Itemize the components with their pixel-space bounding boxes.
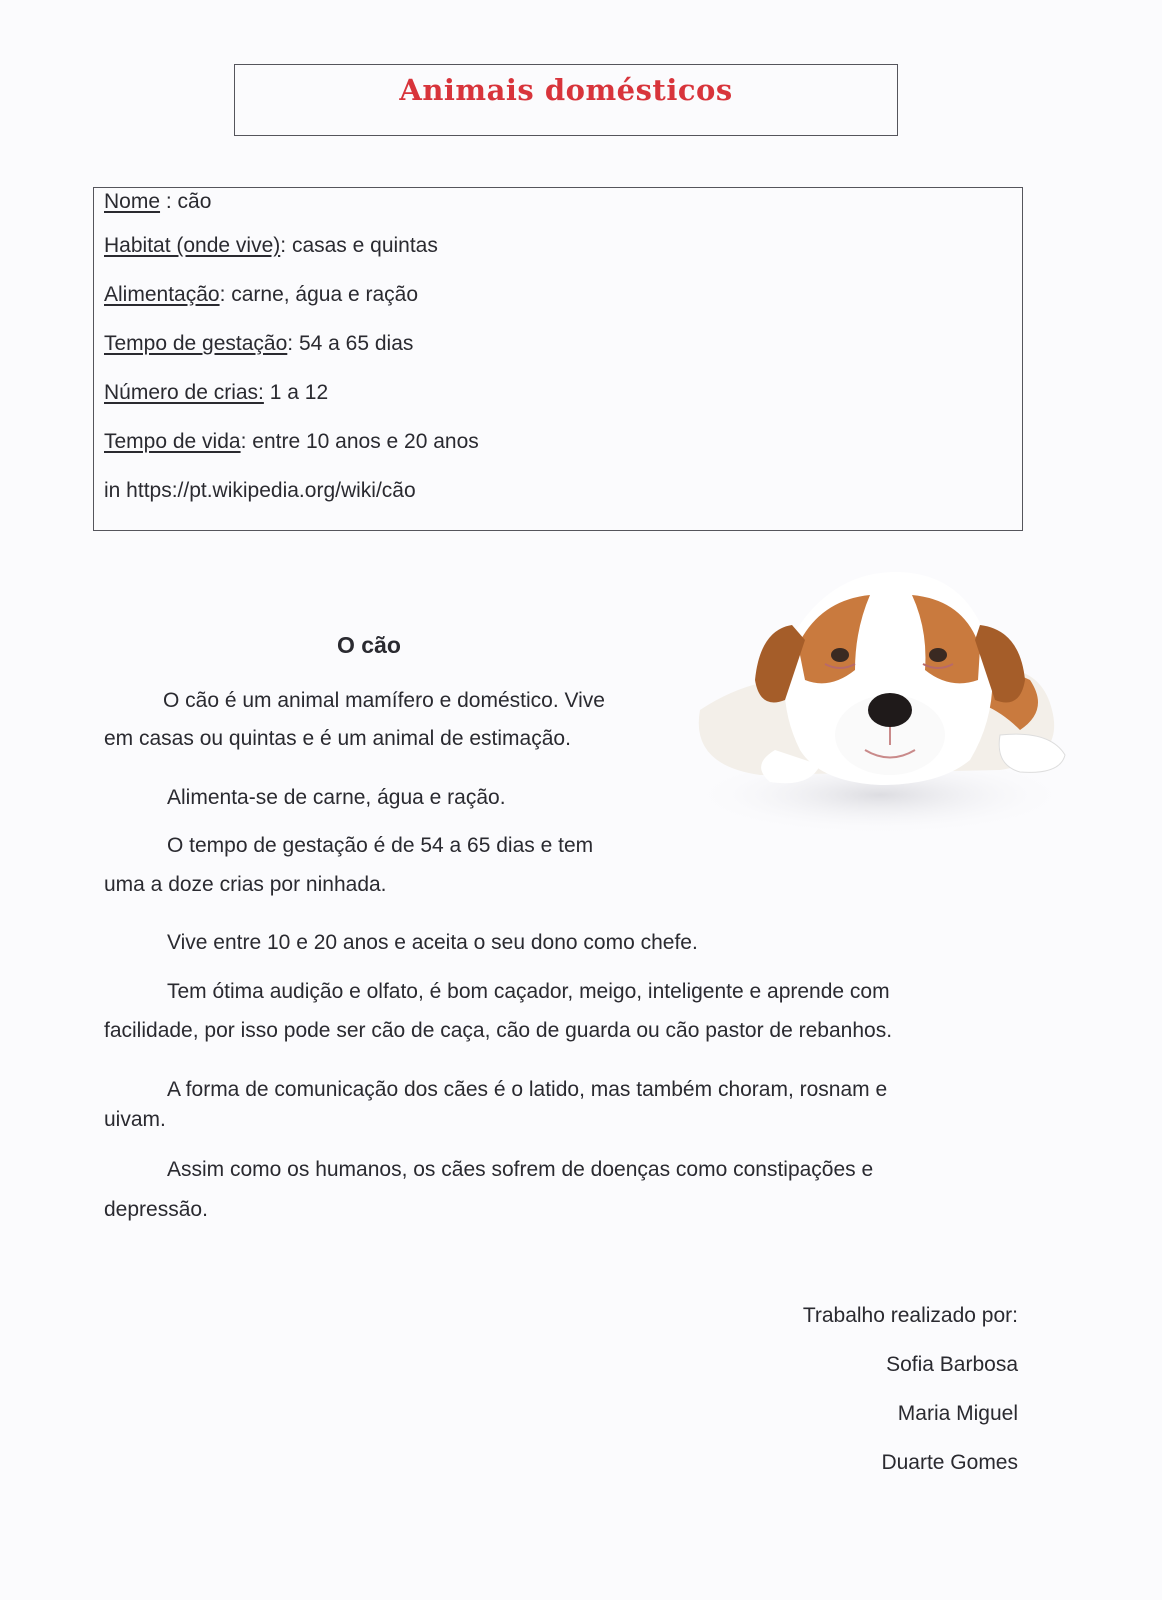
author-1: Sofia Barbosa <box>886 1353 1018 1376</box>
info-lifespan-value: entre 10 anos e 20 anos <box>252 430 479 453</box>
info-habitat <box>104 234 438 258</box>
info-source: in https://pt.wikipedia.org/wiki/cão <box>104 479 416 502</box>
info-name <box>104 190 211 214</box>
paragraph-6-line-1: A forma de comunicação dos cães é o latido, mas também choram, rosnam e <box>167 1078 888 1101</box>
paragraph-5-line-1: Tem ótima audição e olfato, é bom caçador, meigo, inteligente e aprende com <box>167 980 890 1003</box>
paragraph-3-line-1: O tempo de gestação é de 54 a 65 dias e tem <box>167 834 594 857</box>
title-box <box>234 64 898 136</box>
info-box <box>93 187 1023 531</box>
paragraph-7-line-1: Assim como os humanos, os cães sofrem de doenças como constipações e <box>167 1158 874 1181</box>
info-gestation-sep: : <box>287 332 299 355</box>
paragraph-1-line-1: O cão é um animal mamífero e doméstico. Vive <box>163 689 605 712</box>
paragraph-6-line-2: uivam. <box>104 1108 166 1131</box>
info-food-sep: : <box>219 283 232 306</box>
paragraph-3-line-2: uma a doze crias por ninhada. <box>104 873 387 896</box>
author-2: Maria Miguel <box>897 1402 1018 1425</box>
info-litter-label: Número de crias: <box>104 381 264 404</box>
info-litter <box>104 381 328 405</box>
paragraph-5-line-2: facilidade, por isso pode ser cão de caça, cão de guarda ou cão pastor de rebanhos. <box>104 1019 893 1042</box>
dog-illustration <box>680 560 1100 860</box>
info-habitat-sep: : <box>280 234 292 257</box>
info-gestation <box>104 332 413 356</box>
info-lifespan-label: Tempo de vida <box>104 430 241 453</box>
page-title: Animais domésticos <box>399 73 733 107</box>
info-gestation-label: Tempo de gestação <box>104 332 288 355</box>
info-habitat-label: Habitat (onde vive) <box>104 234 281 257</box>
paragraph-1-line-2: em casas ou quintas e é um animal de estimação. <box>104 727 571 750</box>
info-name-sep: : <box>160 190 178 213</box>
info-food-value: carne, água e ração <box>231 283 419 306</box>
author-3: Duarte Gomes <box>881 1451 1018 1474</box>
paragraph-4: Vive entre 10 e 20 anos e aceita o seu dono como chefe. <box>167 931 698 954</box>
info-lifespan-sep: : <box>240 430 253 453</box>
info-litter-value: 1 a 12 <box>269 381 329 404</box>
info-gestation-value: 54 a 65 dias <box>298 332 414 355</box>
article-heading: O cão <box>337 632 401 658</box>
paragraph-7-line-2: depressão. <box>104 1198 208 1221</box>
info-lifespan <box>104 430 479 454</box>
info-name-value: cão <box>177 190 212 213</box>
info-name-label: Nome <box>104 190 161 213</box>
info-habitat-value: casas e quintas <box>291 234 438 257</box>
info-food-label: Alimentação <box>104 283 220 306</box>
credits-heading: Trabalho realizado por: <box>802 1304 1018 1327</box>
info-food <box>104 283 418 307</box>
paragraph-2: Alimenta-se de carne, água e ração. <box>167 786 506 809</box>
